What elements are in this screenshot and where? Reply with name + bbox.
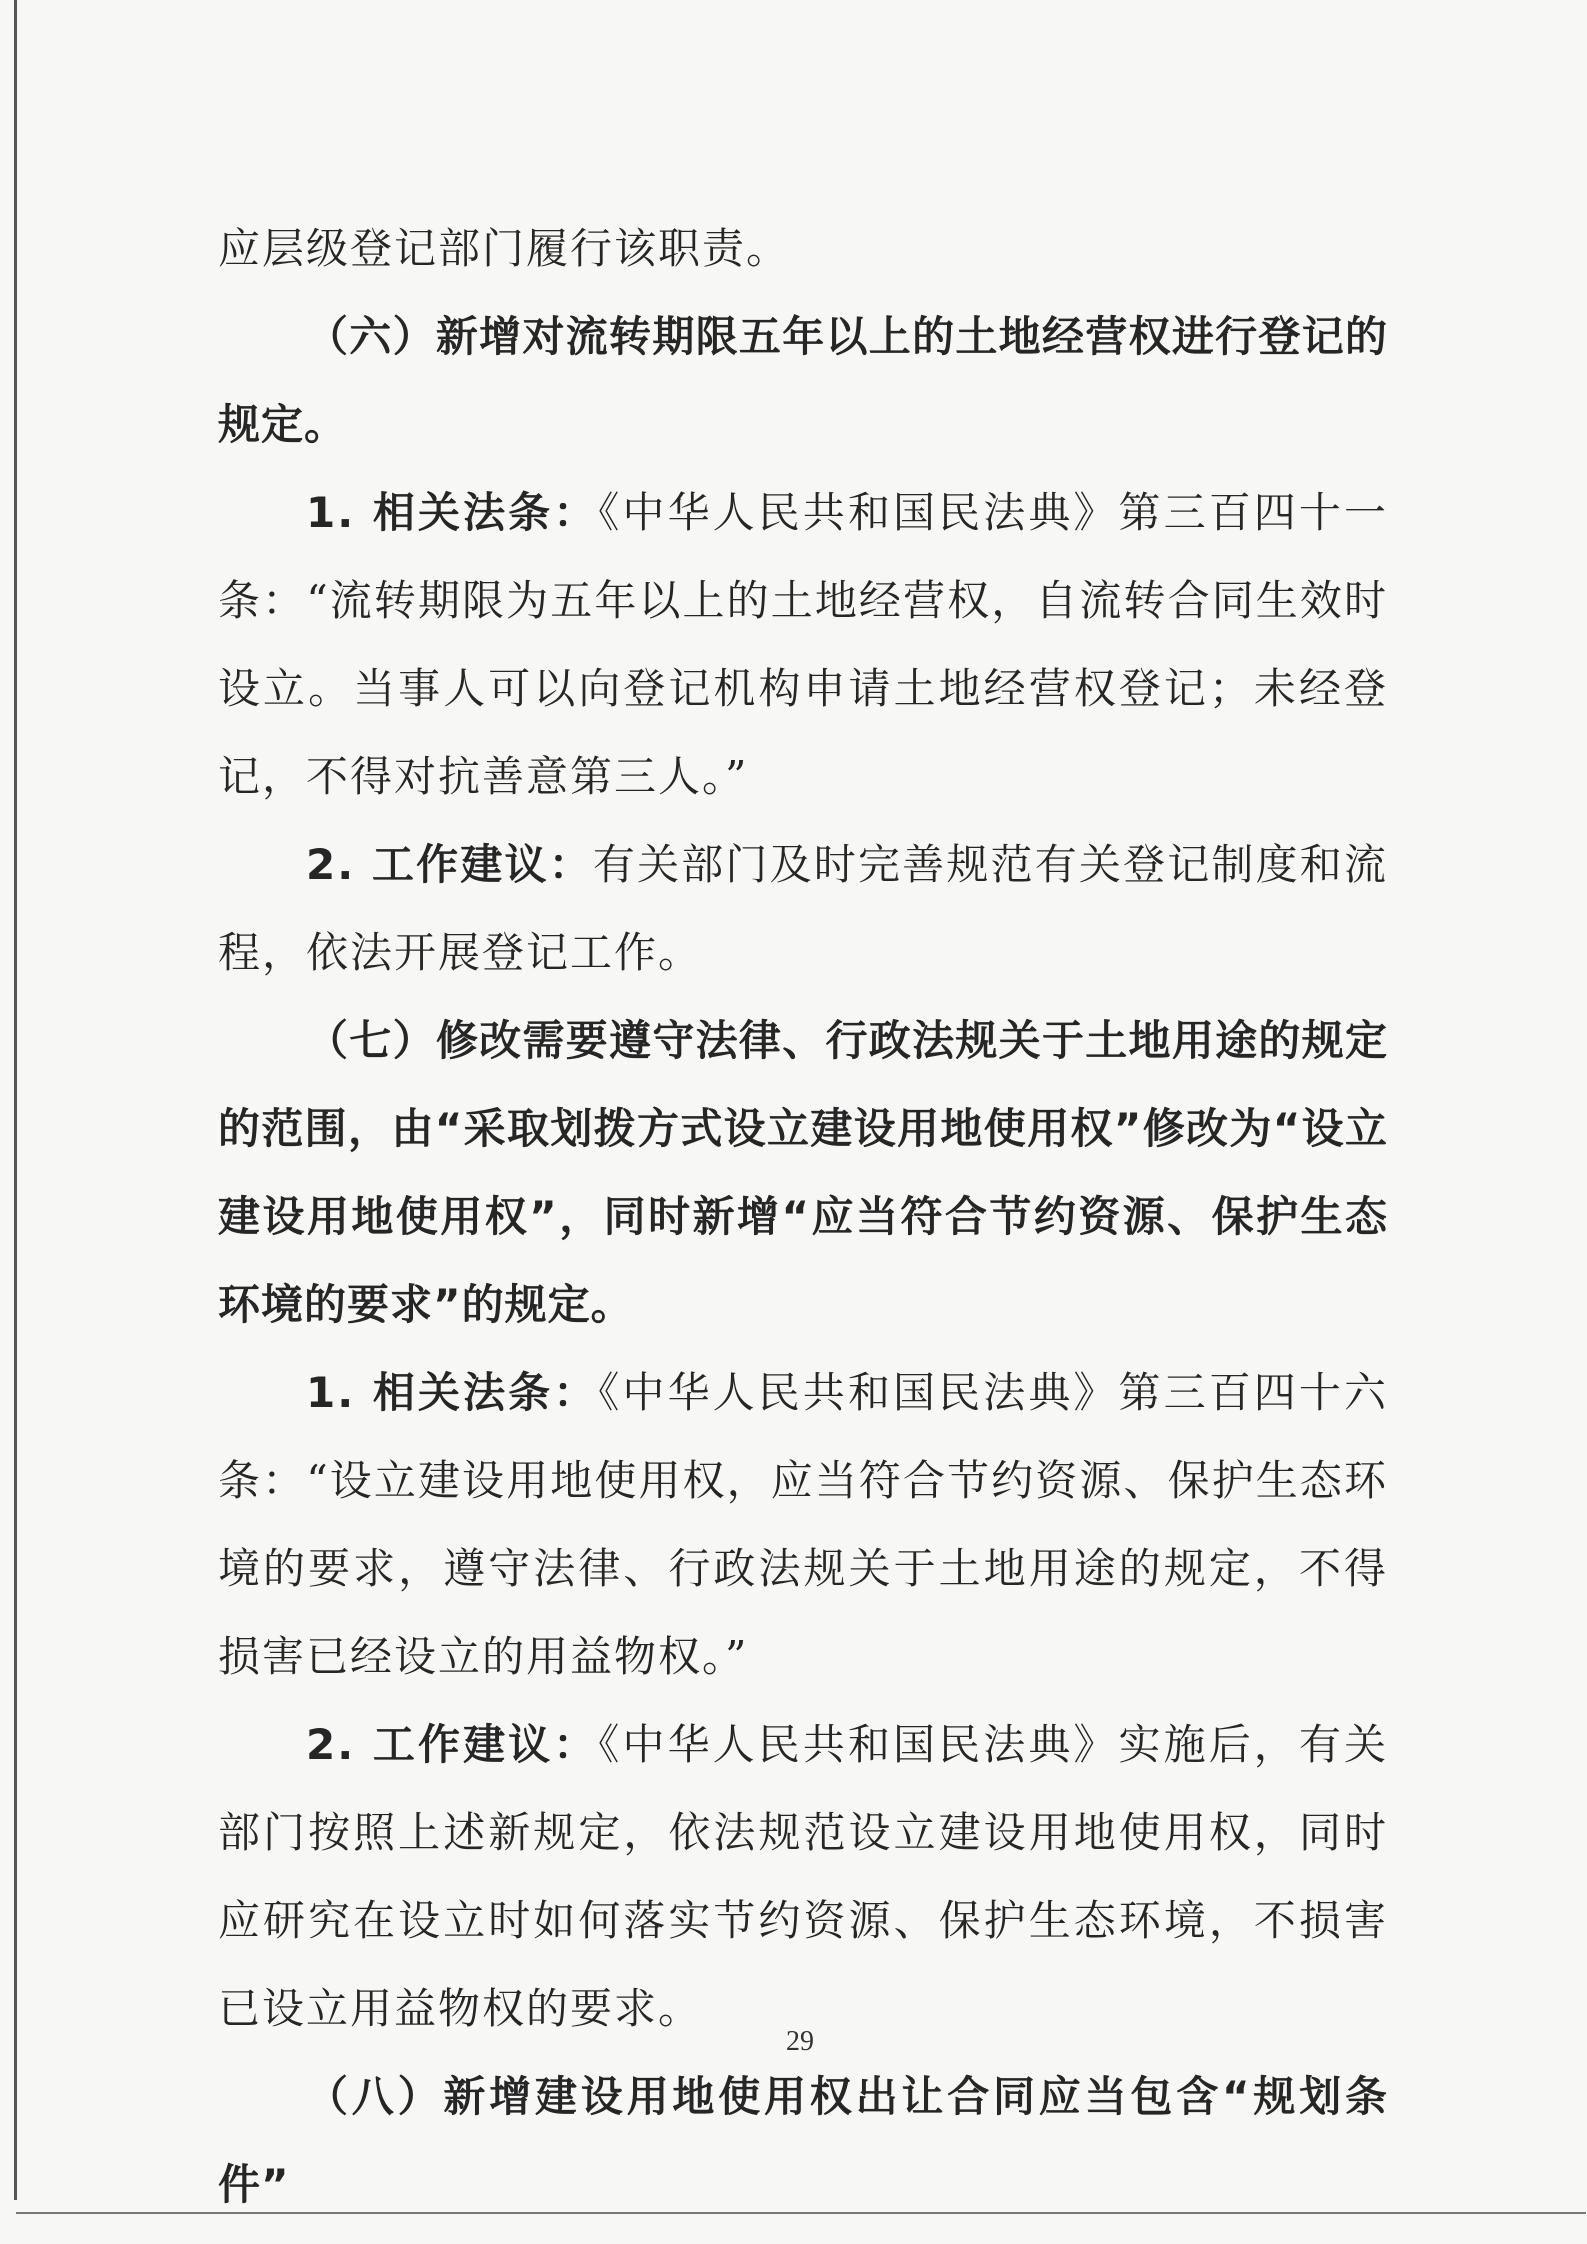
item-text: 《中华人民共和国民法典》实施后，有关部门按照上述新规定，依法规范设立建设用地使用权，同时应研究在设立时如何落实节约资源、保护生态环境，不损害已设立用益物权的要求。	[218, 1720, 1388, 2033]
item-work-suggestion-1	[218, 821, 1388, 997]
item-text: 有关部门及时完善规范有关登记制度和流程，依法开展登记工作。	[218, 840, 1388, 977]
item-text: 《中华人民共和国民法典》第三百四十六条：“设立建设用地使用权，应当符合节约资源、保护生态环境的要求，遵守法律、行政法规关于土地用途的规定，不得损害已经设立的用益物权。”	[218, 1368, 1388, 1681]
item-text: 《中华人民共和国民法典》第三百四十一条：“流转期限为五年以上的土地经营权，自流转合同生效时设立。当事人可以向登记机构申请土地经营权登记；未经登记，不得对抗善意第三人。”	[218, 488, 1388, 801]
heading-text: （八）新增建设用地使用权出让合同应当包含“规划条件”	[218, 2072, 1388, 2209]
item-label: 1. 相关法条：	[306, 488, 599, 537]
item-label: 2. 工作建议：	[306, 840, 593, 889]
paragraph-continuation	[218, 205, 1388, 293]
heading-text: （六）新增对流转期限五年以上的土地经营权进行登记的规定。	[218, 312, 1388, 449]
section-heading-8	[218, 2053, 1388, 2229]
item-related-law-1	[218, 469, 1388, 821]
scan-edge-left	[14, 0, 17, 2200]
item-label: 2. 工作建议：	[306, 1720, 599, 1769]
page-number: 29	[786, 2026, 814, 2057]
section-heading-6	[218, 293, 1388, 469]
section-heading-7	[218, 997, 1388, 1349]
paragraph-text: 应层级登记部门履行该职责。	[218, 224, 791, 273]
heading-text: （七）修改需要遵守法律、行政法规关于土地用途的规定的范围，由“采取划拨方式设立建设用地使用权”修改为“设立建设用地使用权”，同时新增“应当符合节约资源、保护生态环境的要求”的规定。	[218, 1016, 1388, 1329]
item-label: 1. 相关法条：	[306, 1368, 599, 1417]
document-body	[218, 205, 1388, 2229]
item-related-law-2	[218, 1349, 1388, 1701]
item-work-suggestion-2	[218, 1701, 1388, 2053]
